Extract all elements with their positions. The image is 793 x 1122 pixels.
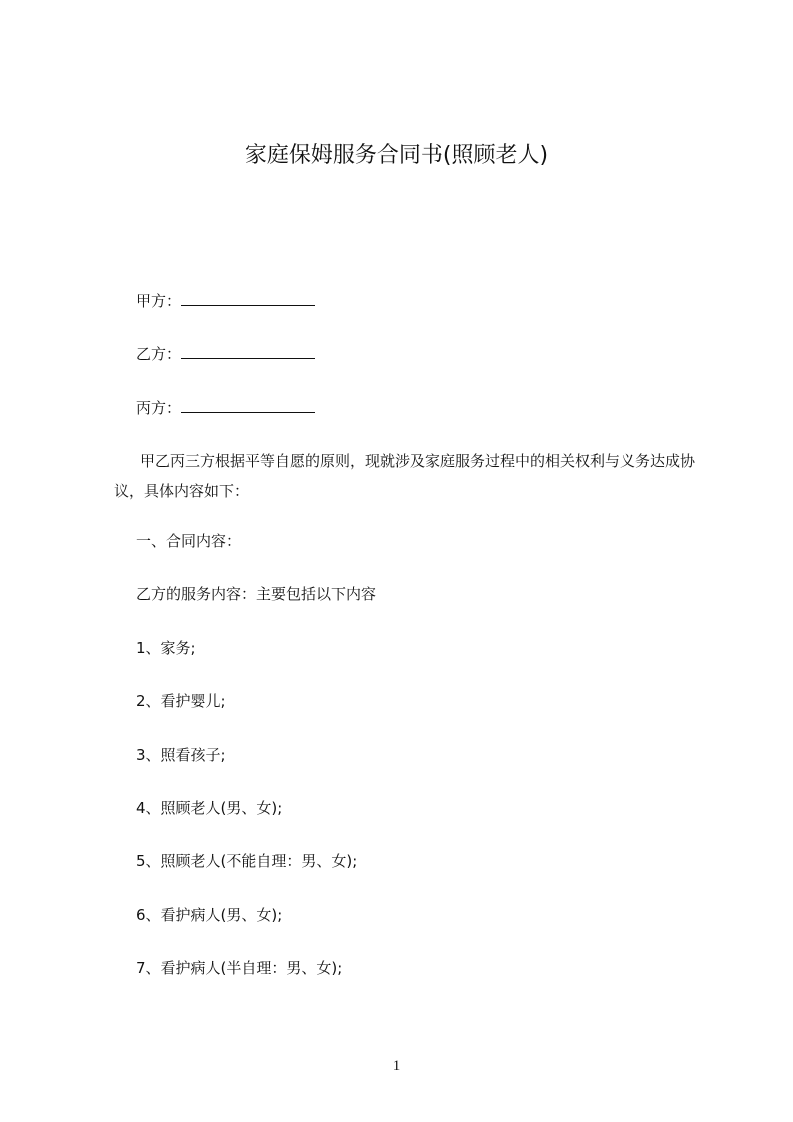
section-heading: 一、合同内容： (136, 532, 242, 550)
party-c-line (136, 398, 315, 418)
party-a-line (136, 291, 315, 311)
party-b-label: 乙方： (136, 345, 182, 363)
page-number: 1 (392, 1058, 401, 1074)
party-b-blank (181, 344, 315, 359)
list-item: 3、照看孩子; (136, 746, 226, 764)
document-title: 家庭保姆服务合同书(照顾老人) (244, 143, 549, 168)
party-c-blank (181, 398, 315, 413)
services-intro: 乙方的服务内容：主要包括以下内容 (136, 585, 377, 603)
party-a-label: 甲方： (136, 292, 182, 310)
list-item: 7、看护病人(半自理：男、女); (136, 959, 343, 977)
party-b-line (136, 344, 315, 364)
party-a-blank (181, 291, 315, 306)
intro-paragraph: 甲乙丙三方根据平等自愿的原则，现就涉及家庭服务过程中的相关权利与义务达成协议，具体内容如下： (114, 452, 696, 500)
party-c-label: 丙方： (136, 399, 182, 417)
list-item: 4、照顾老人(男、女); (136, 799, 283, 817)
list-item: 1、家务; (136, 639, 196, 657)
list-item: 6、看护病人(男、女); (136, 906, 283, 924)
list-item: 5、照顾老人(不能自理：男、女); (136, 852, 358, 870)
list-item: 2、看护婴儿; (136, 692, 226, 710)
